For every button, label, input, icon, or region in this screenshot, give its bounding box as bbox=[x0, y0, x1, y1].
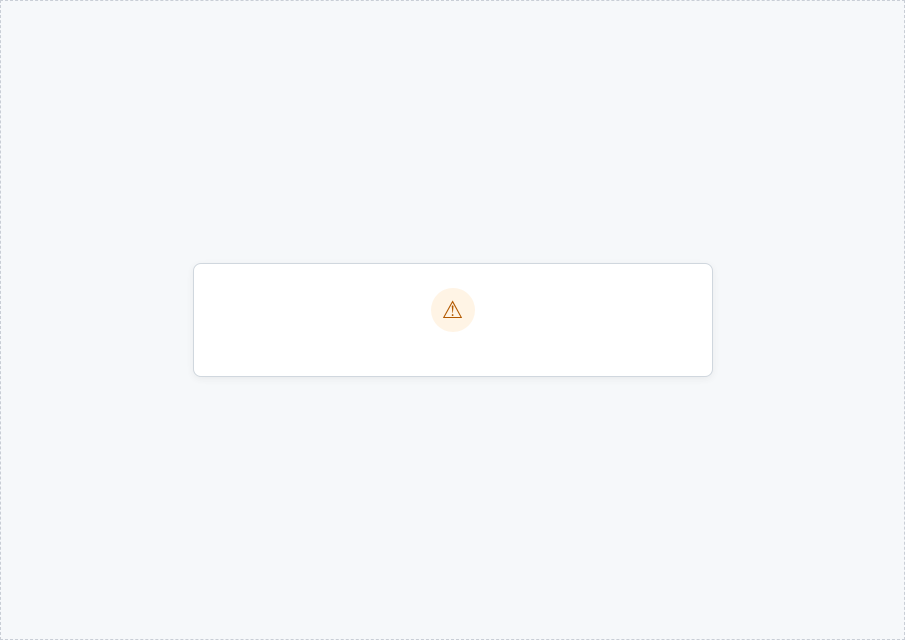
missing-image-notice bbox=[193, 263, 713, 377]
warning-icon: ⚠ bbox=[431, 288, 475, 332]
